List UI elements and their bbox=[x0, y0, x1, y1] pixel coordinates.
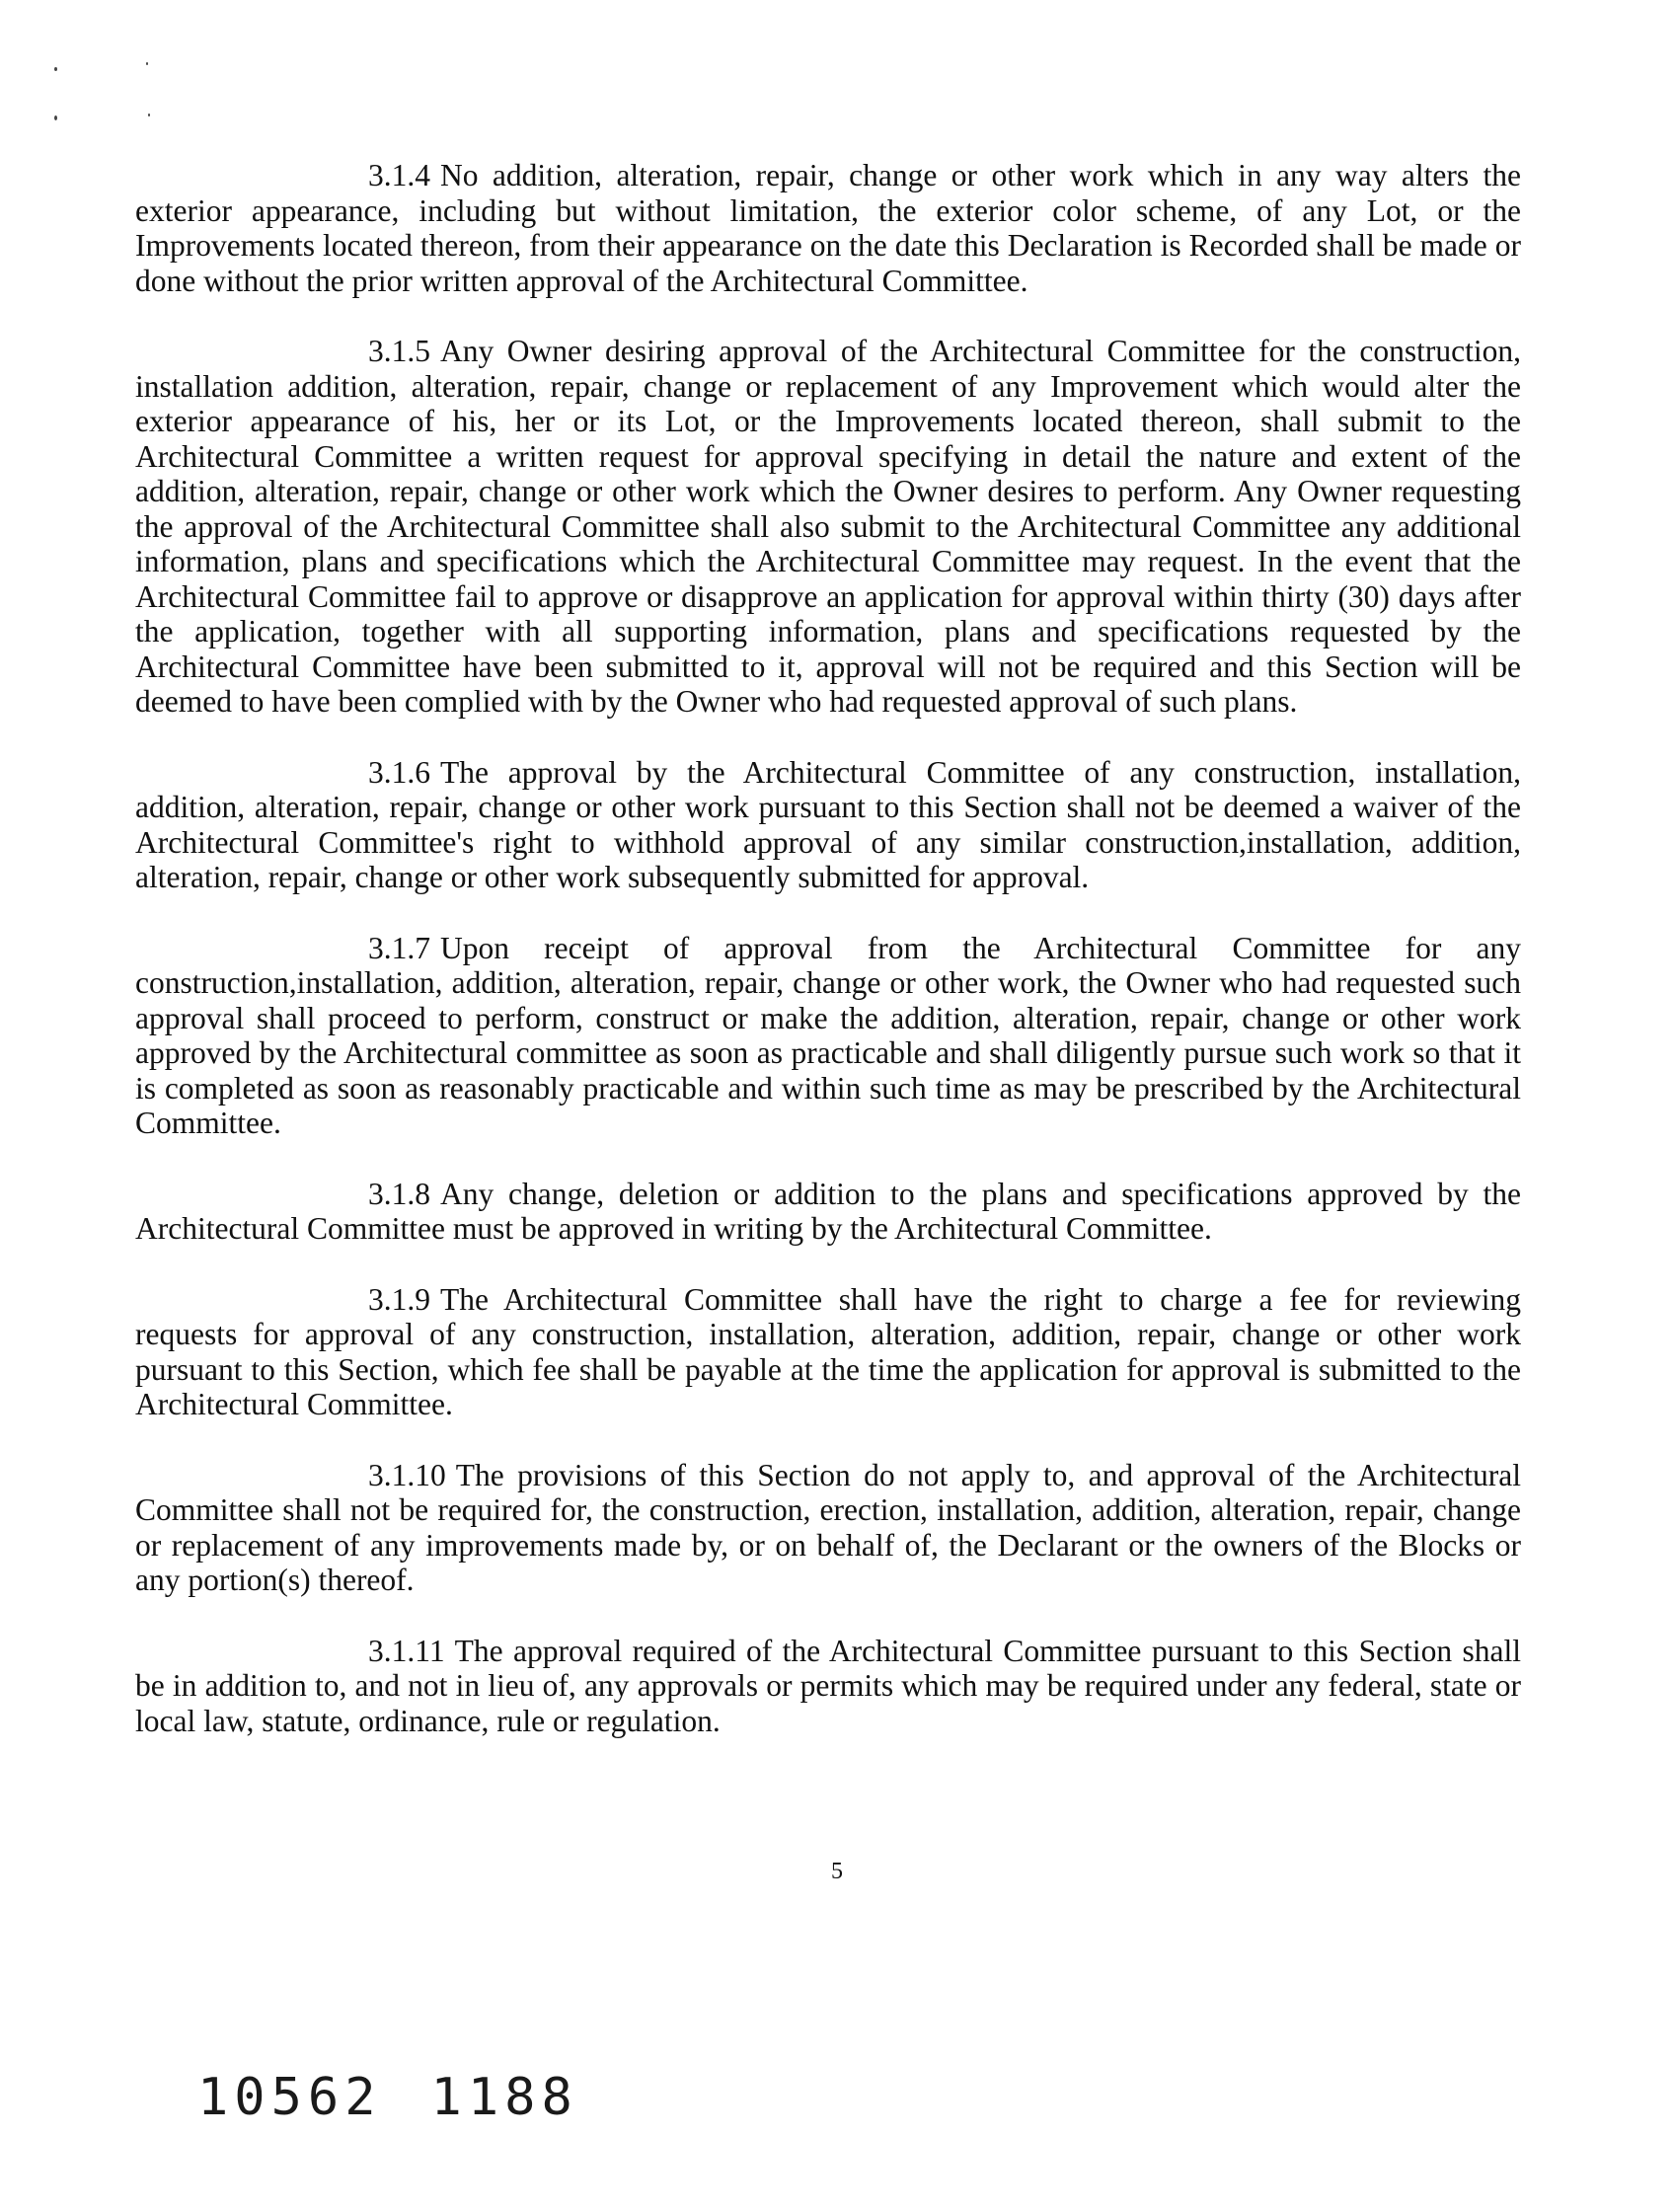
section-number: 3.1.10 bbox=[368, 1457, 446, 1492]
paragraph-3-1-4 bbox=[135, 158, 1521, 298]
scan-speck bbox=[54, 67, 57, 71]
paragraph-3-1-8 bbox=[135, 1177, 1521, 1247]
section-number: 3.1.8 bbox=[368, 1176, 430, 1211]
paragraph-3-1-10 bbox=[135, 1458, 1521, 1598]
paragraph-3-1-11 bbox=[135, 1634, 1521, 1739]
section-number: 3.1.5 bbox=[368, 334, 430, 368]
paragraph-3-1-7 bbox=[135, 931, 1521, 1141]
recording-stamp bbox=[197, 2068, 628, 2127]
paragraph-3-1-5 bbox=[135, 334, 1521, 720]
paragraph-3-1-6 bbox=[135, 755, 1521, 895]
paragraph-3-1-9 bbox=[135, 1282, 1521, 1422]
paragraph-text: The Architectural Committee shall have the right to charge a fee for reviewing requests for approval of any construction, installation, alteration, addition, repair, change or other work pursuant to this Section, which fee shall be payable at the time the application for approval is submitted to the Architectural Committee. bbox=[135, 1281, 1521, 1421]
paragraph-text: Any Owner desiring approval of the Architectural Committee for the construction, installation addition, alteration, repair, change or replacement of any Improvement which would alter the exterior appearance of his, her or its Lot, or the Improvements located thereon, shall submit to the Architectural Committee a written request for approval specifying in detail the nature and extent of the addition, alteration, repair, change or other work which the Owner desires to perform. Any Owner requesting the approval of the Architectural Committee shall also submit to the Architectural Committee any additional information, plans and specifications which the Architectural Committee may request. In the event that the Architectural Committee fail to approve or disapprove an application for approval within thirty (30) days after the application, together with all supporting information, plans and specifications requested by the Architectural Committee have been submitted to it, approval will not be required and this Section will be deemed to have been complied with by the Owner who had requested approval of such plans. bbox=[135, 334, 1521, 719]
section-number: 3.1.4 bbox=[368, 158, 430, 192]
section-number: 3.1.6 bbox=[368, 754, 430, 790]
document-body bbox=[135, 158, 1521, 1774]
scan-speck bbox=[54, 115, 57, 120]
paragraph-text: Upon receipt of approval from the Architectural Committee for any construction,installation, addition, alteration, repair, change or other work, the Owner who had requested such approval shall proceed to perform, construct or make the addition, alteration, repair, change or other work approved by the Architectural committee as soon as practicable and shall diligently pursue such work so that it is completed as soon as reasonably practicable and within such time as may be prescribed by the Architectural Committee. bbox=[135, 930, 1521, 1140]
section-number: 3.1.7 bbox=[368, 930, 430, 965]
section-number: 3.1.9 bbox=[368, 1281, 430, 1317]
recording-book-number: 10562 bbox=[197, 2068, 382, 2127]
paragraph-text: The provisions of this Section do not apply to, and approval of the Architectural Committee shall not be required for, the construction, erection, installation, addition, alteration, repair, change or replacement of any improvements made by, or on behalf of, the Declarant or the owners of the Blocks or any portion(s) thereof. bbox=[135, 1457, 1521, 1597]
page-number: 5 bbox=[831, 1859, 843, 1884]
recording-page-number: 1188 bbox=[430, 2068, 578, 2127]
paragraph-text: Any change, deletion or addition to the plans and specifications approved by the Architectural Committee must be approved in writing by the Architectural Committee. bbox=[135, 1176, 1521, 1246]
paragraph-text: No addition, alteration, repair, change or other work which in any way alters the exterior appearance, including but without limitation, the exterior color scheme, of any Lot, or the Improvements located thereon, from their appearance on the date this Declaration is Recorded shall be made or done without the prior written approval of the Architectural Committee. bbox=[135, 158, 1521, 298]
paragraph-text: The approval by the Architectural Committee of any construction, installation, addition, alteration, repair, change or other work pursuant to this Section shall not be deemed a waiver of the Architectural Committee's right to withhold approval of any similar construction,installation, addition, alteration, repair, change or other work subsequently submitted for approval. bbox=[135, 754, 1521, 894]
section-number: 3.1.11 bbox=[368, 1633, 445, 1668]
scan-speck bbox=[146, 62, 148, 65]
paragraph-text: The approval required of the Architectural Committee pursuant to this Section shall be in addition to, and not in lieu of, any approvals or permits which may be required under any federal, state or local law, statute, ordinance, rule or regulation. bbox=[135, 1633, 1521, 1738]
scan-speck bbox=[148, 114, 150, 116]
